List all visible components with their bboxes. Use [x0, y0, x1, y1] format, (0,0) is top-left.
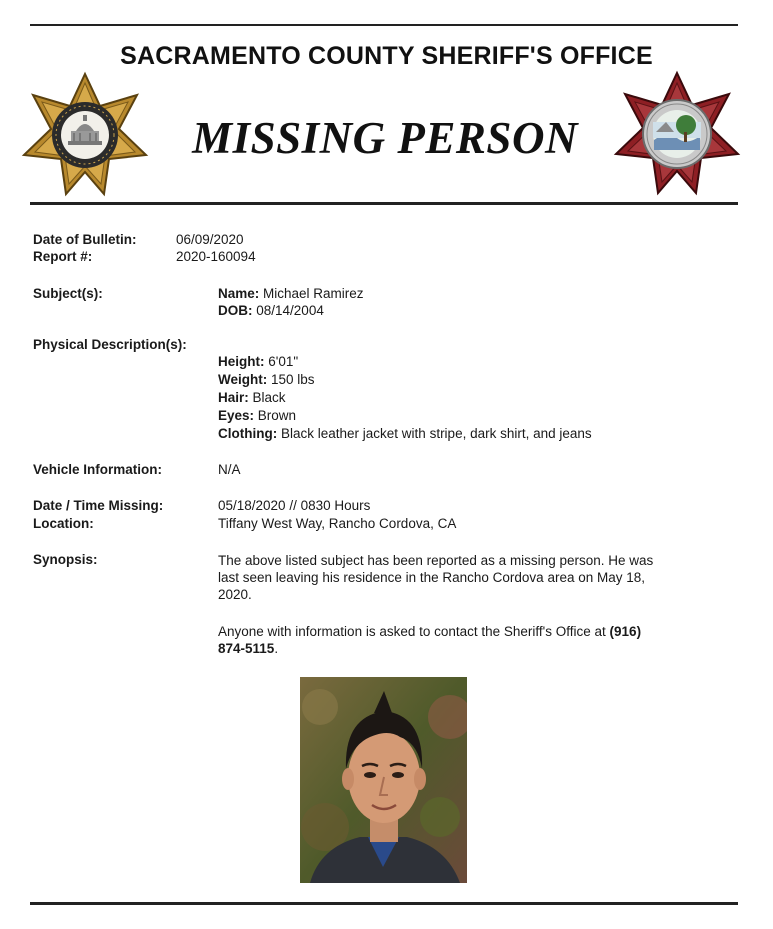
contact-end: .	[274, 641, 279, 656]
top-rule	[30, 24, 738, 26]
vehicle-information-value: N/A	[218, 462, 241, 477]
date-time-missing-value: 05/18/2020 // 0830 Hours	[218, 498, 371, 513]
subject-dob	[218, 303, 324, 318]
weight-value: 150 lbs	[271, 372, 315, 387]
clothing-value: Black leather jacket with stripe, dark shirt, and jeans	[281, 426, 592, 441]
location-label: Location:	[33, 516, 94, 531]
synopsis-line-2: last seen leaving his residence in the Rancho Cordova area on May 18,	[218, 570, 646, 585]
subject-name	[218, 286, 364, 301]
eyes-row	[218, 408, 296, 423]
contact-prompt: Anyone with information is asked to contact the Sheriff's Office at	[218, 624, 610, 639]
weight-label: Weight:	[218, 372, 268, 387]
height-label: Height:	[218, 354, 265, 369]
contact-text	[218, 623, 738, 657]
date-of-bulletin-value: 06/09/2020	[176, 232, 244, 247]
report-number-label: Report #:	[33, 249, 93, 264]
agency-title: SACRAMENTO COUNTY SHERIFF'S OFFICE	[120, 42, 653, 70]
height-value: 6'01"	[268, 354, 299, 369]
contact-phone-area: (916)	[609, 624, 642, 639]
header-bottom-rule	[30, 202, 738, 205]
date-of-bulletin-label: Date of Bulletin:	[33, 232, 137, 247]
eyes-value: Brown	[257, 408, 297, 423]
synopsis-line-1: The above listed subject has been reported as a missing person. He was	[218, 553, 654, 568]
hair-row	[218, 390, 286, 405]
physical-description-label: Physical Description(s):	[33, 337, 187, 352]
location-value: Tiffany West Way, Rancho Cordova, CA	[218, 516, 457, 531]
vehicle-information-label: Vehicle Information:	[33, 462, 163, 477]
clothing-row	[218, 426, 592, 441]
synopsis-line-3: 2020.	[218, 587, 252, 602]
rancho-cordova-police-star-badge-icon	[612, 70, 742, 198]
synopsis-text	[218, 552, 738, 603]
hair-value: Black	[252, 390, 286, 405]
subject-photo-icon	[300, 677, 467, 883]
sheriff-star-badge-icon	[20, 71, 150, 199]
height-row	[218, 354, 298, 369]
page-title: MISSING PERSON	[192, 113, 578, 163]
report-number-value: 2020-160094	[176, 249, 256, 264]
weight-row	[218, 372, 315, 387]
subject-label: Subject(s):	[33, 286, 103, 301]
name-label: Name:	[218, 286, 260, 301]
synopsis-label: Synopsis:	[33, 552, 98, 567]
date-time-missing-label: Date / Time Missing:	[33, 498, 164, 513]
hair-label: Hair:	[218, 390, 249, 405]
dob-value: 08/14/2004	[256, 303, 324, 318]
contact-phone-number: 874-5115	[218, 641, 275, 656]
name-value: Michael Ramirez	[263, 286, 364, 301]
footer-rule	[30, 902, 738, 905]
dob-label: DOB:	[218, 303, 253, 318]
clothing-label: Clothing:	[218, 426, 278, 441]
eyes-label: Eyes:	[218, 408, 255, 423]
